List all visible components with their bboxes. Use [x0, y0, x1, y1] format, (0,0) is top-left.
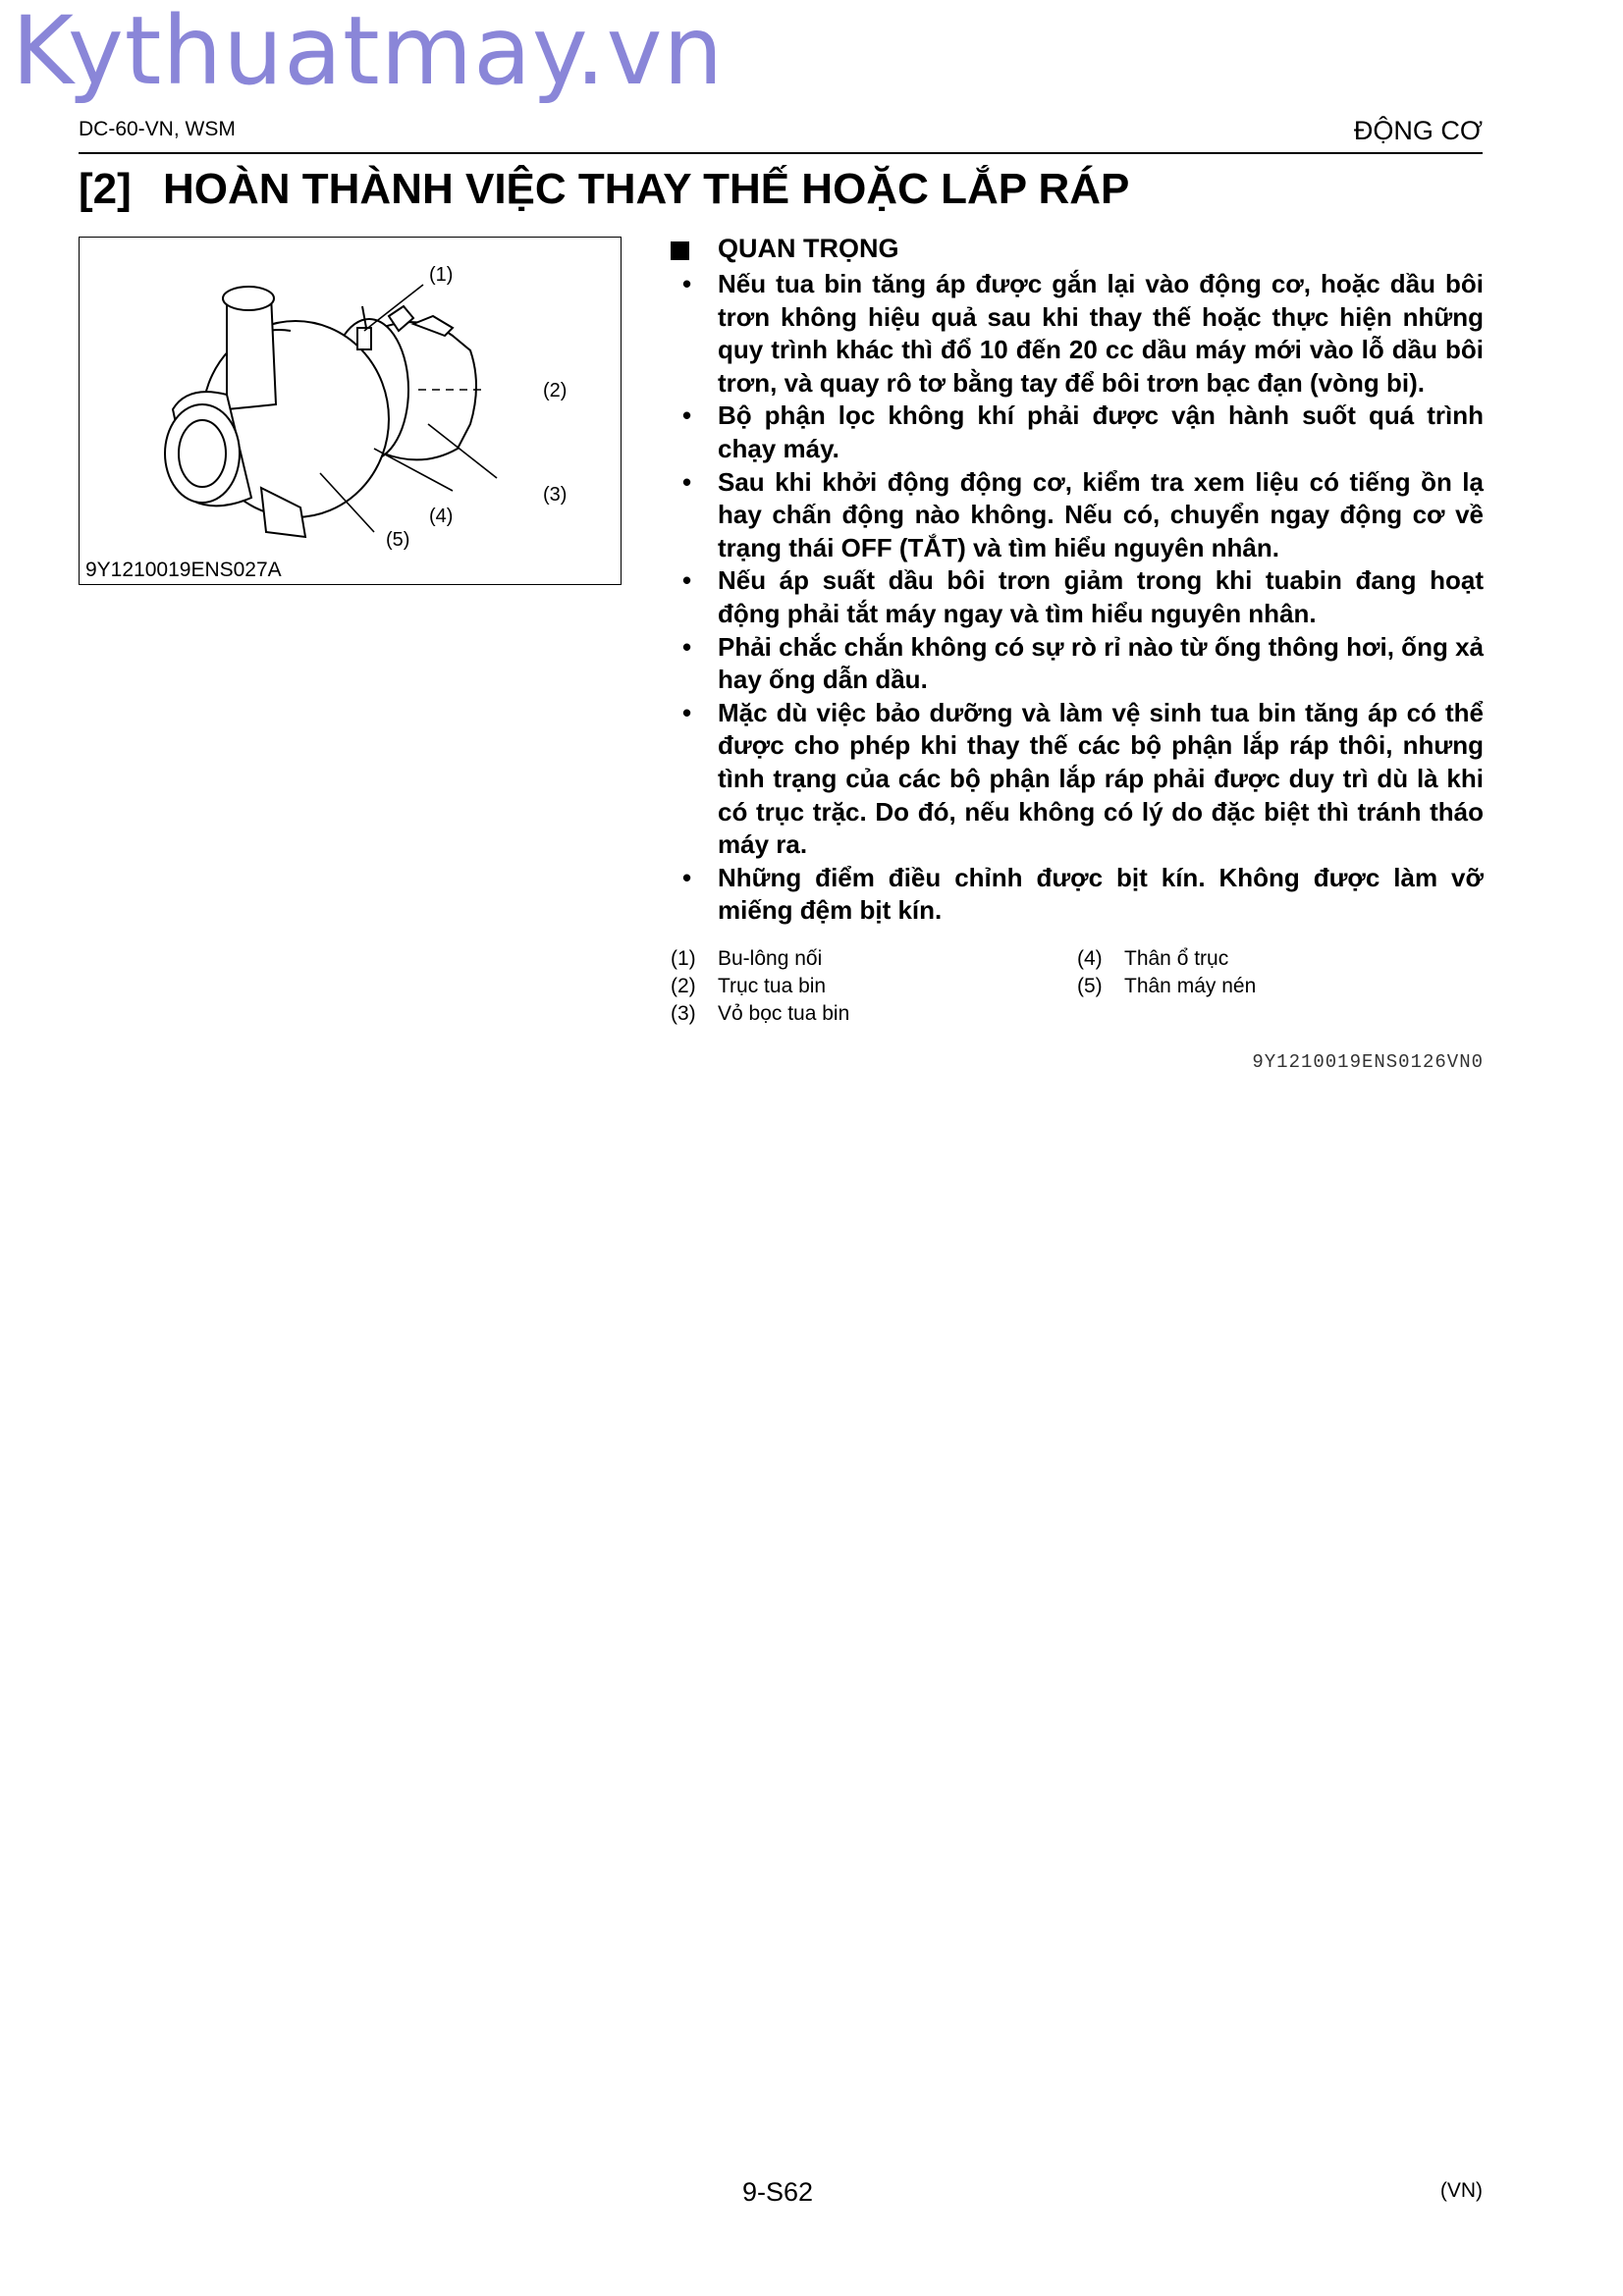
- legend-item: [1077, 945, 1484, 973]
- header-rule: [79, 152, 1483, 154]
- bullet-dot-icon: •: [682, 862, 692, 892]
- list-item-text: Bộ phận lọc không khí phải được vận hành suốt quá trình chạy máy.: [718, 400, 1484, 463]
- callout-2: (2): [543, 380, 568, 401]
- legend-label: Thân máy nén: [1124, 974, 1257, 997]
- document-code: 9Y1210019ENS0126VN0: [1252, 1050, 1484, 1073]
- list-item: [671, 466, 1484, 565]
- callout-3: (3): [543, 484, 568, 506]
- legend-label: Trục tua bin: [718, 974, 827, 997]
- legend-number: (2): [671, 974, 696, 997]
- legend-label: Vỏ bọc tua bin: [718, 1001, 850, 1025]
- bullet-dot-icon: •: [682, 269, 692, 298]
- legend-label: Bu-lông nối: [718, 946, 823, 970]
- list-item: [671, 400, 1484, 465]
- figure-caption: 9Y1210019ENS027A: [85, 559, 282, 581]
- legend-number: (5): [1077, 974, 1103, 997]
- legend-number: (1): [671, 946, 696, 970]
- language-tag: (VN): [1439, 2179, 1483, 2202]
- list-item: [671, 268, 1484, 400]
- bullet-dot-icon: •: [682, 400, 692, 431]
- callout-4: (4): [429, 506, 454, 527]
- section-title-text: HOÀN THÀNH VIỆC THAY THẾ HOẶC LẮP RÁP: [163, 165, 1130, 213]
- square-bullet-icon: [671, 241, 689, 260]
- list-item-text: Sau khi khởi động động cơ, kiểm tra xem liệu có tiếng ồn lạ hay chấn động nào không. Nếu có, chuyển ngay động cơ về trạng thái OFF (TẮT) và tìm hiểu nguyên nhân.: [718, 466, 1484, 562]
- legend-item: [671, 1000, 1077, 1028]
- important-heading: [671, 234, 1484, 268]
- bullet-dot-icon: •: [682, 565, 692, 596]
- bullet-dot-icon: •: [682, 697, 692, 727]
- bullet-dot-icon: •: [682, 631, 692, 662]
- bullet-dot-icon: •: [682, 466, 692, 497]
- callout-1: (1): [429, 264, 454, 286]
- list-item: [671, 697, 1484, 862]
- legend-number: (4): [1077, 946, 1103, 970]
- header-section: ĐỘNG CƠ: [1353, 116, 1483, 145]
- section-title: [79, 165, 1129, 214]
- callout-5: (5): [386, 529, 410, 551]
- legend-item: [1077, 973, 1484, 1000]
- list-item: [671, 862, 1484, 928]
- turbocharger-drawing: [80, 238, 622, 586]
- list-item-text: Nếu tua bin tăng áp được gắn lại vào động cơ, hoặc dầu bôi trơn không hiệu quả sau khi thay thế hoặc thực hiện những quy trình khác thì đổ 10 đến 20 cc dầu máy mới vào lỗ dầu bôi trơn, và quay rô tơ bằng tay để bôi trơn bạc đạn (vòng bi).: [718, 269, 1484, 398]
- turbocharger-figure: [79, 237, 622, 585]
- list-item-text: Nếu áp suất dầu bôi trơn giảm trong khi tuabin đang hoạt động phải tắt máy ngay và tìm hiểu nguyên nhân.: [718, 565, 1484, 628]
- list-item: [671, 631, 1484, 697]
- parts-legend: [671, 945, 1484, 1028]
- header-doc-id: DC-60-VN, WSM: [79, 118, 236, 140]
- content-column: [671, 234, 1484, 1073]
- list-item: [671, 564, 1484, 630]
- section-number: [2]: [79, 165, 132, 213]
- legend-number: (3): [671, 1001, 696, 1025]
- list-item-text: Mặc dù việc bảo dưỡng và làm vệ sinh tua bin tăng áp có thể được cho phép khi thay thế các bộ phận lắp ráp thôi, nhưng tình trạng của các bộ phận lắp ráp phải được duy trì dù là khi có trục trặc. Do đó, nếu không có lý do đặc biệt thì tránh tháo máy ra.: [718, 697, 1484, 860]
- legend-item: [671, 945, 1077, 973]
- legend-label: Thân ổ trục: [1124, 946, 1229, 970]
- list-item-text: Những điểm điều chỉnh được bịt kín. Không được làm vỡ miếng đệm bịt kín.: [718, 862, 1484, 926]
- legend-item: [671, 973, 1077, 1000]
- page-number: 9-S62: [742, 2177, 814, 2207]
- list-item-text: Phải chắc chắn không có sự rò rỉ nào từ ống thông hơi, ống xả hay ống dẫn dầu.: [718, 631, 1484, 695]
- important-list: [671, 268, 1484, 928]
- important-title: QUAN TRỌNG: [718, 234, 899, 263]
- watermark: Kythuatmay.vn: [12, 0, 725, 106]
